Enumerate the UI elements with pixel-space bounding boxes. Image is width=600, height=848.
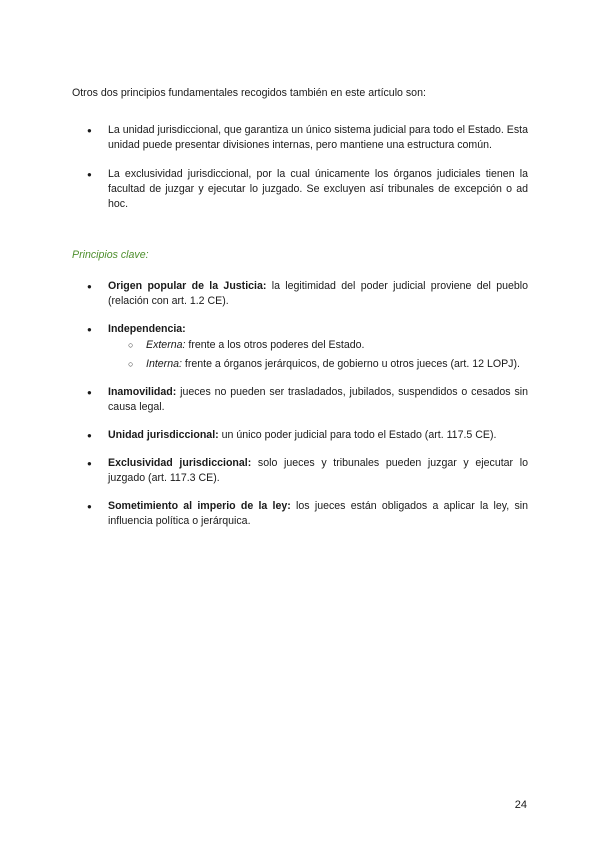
section-heading: Principios clave: — [72, 249, 149, 261]
list-item: ● La exclusividad jurisdiccional, por la cual únicamente los órganos judiciales tienen la facultad de juzgar y ejecutar lo juzgado. Se excluyen así tribunales de excepción o ad hoc. — [72, 167, 528, 212]
principle-sometimiento — [72, 499, 528, 529]
principle-unidad — [72, 428, 528, 443]
sub-item-externa — [108, 338, 528, 353]
independencia-sublist — [108, 338, 528, 372]
sub-item-interna — [108, 357, 528, 372]
fundamental-principles-list — [72, 123, 528, 212]
principle-term: Unidad jurisdiccional: — [108, 429, 219, 441]
sub-text: frente a órganos jerárquicos, de gobierno u otros jueces (art. 12 LOPJ). — [181, 358, 520, 370]
sub-text: frente a los otros poderes del Estado. — [185, 339, 365, 351]
principle-term: Origen popular de la Justicia: — [108, 280, 267, 292]
principle-exclusividad — [72, 456, 528, 486]
principle-independencia — [72, 322, 528, 372]
principle-term: Sometimiento al imperio de la ley: — [108, 500, 291, 512]
principle-inamovilidad — [72, 385, 528, 415]
principle-term: Independencia: — [108, 323, 186, 335]
page-number: 24 — [514, 799, 527, 811]
principle-origen-popular — [72, 279, 528, 309]
list-item: ● La unidad jurisdiccional, que garantiza un único sistema judicial para todo el Estado. Esta unidad puede presentar divisiones internas, pero mantiene una estructura común. — [72, 123, 528, 153]
sub-term: Interna: — [146, 358, 182, 370]
key-principles-list — [72, 279, 528, 529]
sub-term: Externa: — [146, 339, 186, 351]
principle-term: Inamovilidad: — [108, 386, 177, 398]
principle-text: solo jueces y tribunales pueden juzgar y ejecutar lo juzgado (art. 117.3 CE). — [108, 457, 529, 484]
intro-paragraph: Otros dos principios fundamentales recogidos también en este artículo son: — [72, 87, 426, 99]
principle-text: los jueces están obligados a aplicar la ley, sin influencia política o jerárquica. — [108, 500, 529, 527]
principle-term: Exclusividad jurisdiccional: — [108, 457, 252, 469]
principle-text: jueces no pueden ser trasladados, jubilados, suspendidos o cesados sin causa legal. — [108, 386, 528, 413]
principle-text: un único poder judicial para todo el Estado (art. 117.5 CE). — [218, 429, 497, 441]
page-content — [72, 86, 528, 542]
principle-text: la legitimidad del poder judicial proviene del pueblo (relación con art. 1.2 CE). — [108, 280, 529, 307]
